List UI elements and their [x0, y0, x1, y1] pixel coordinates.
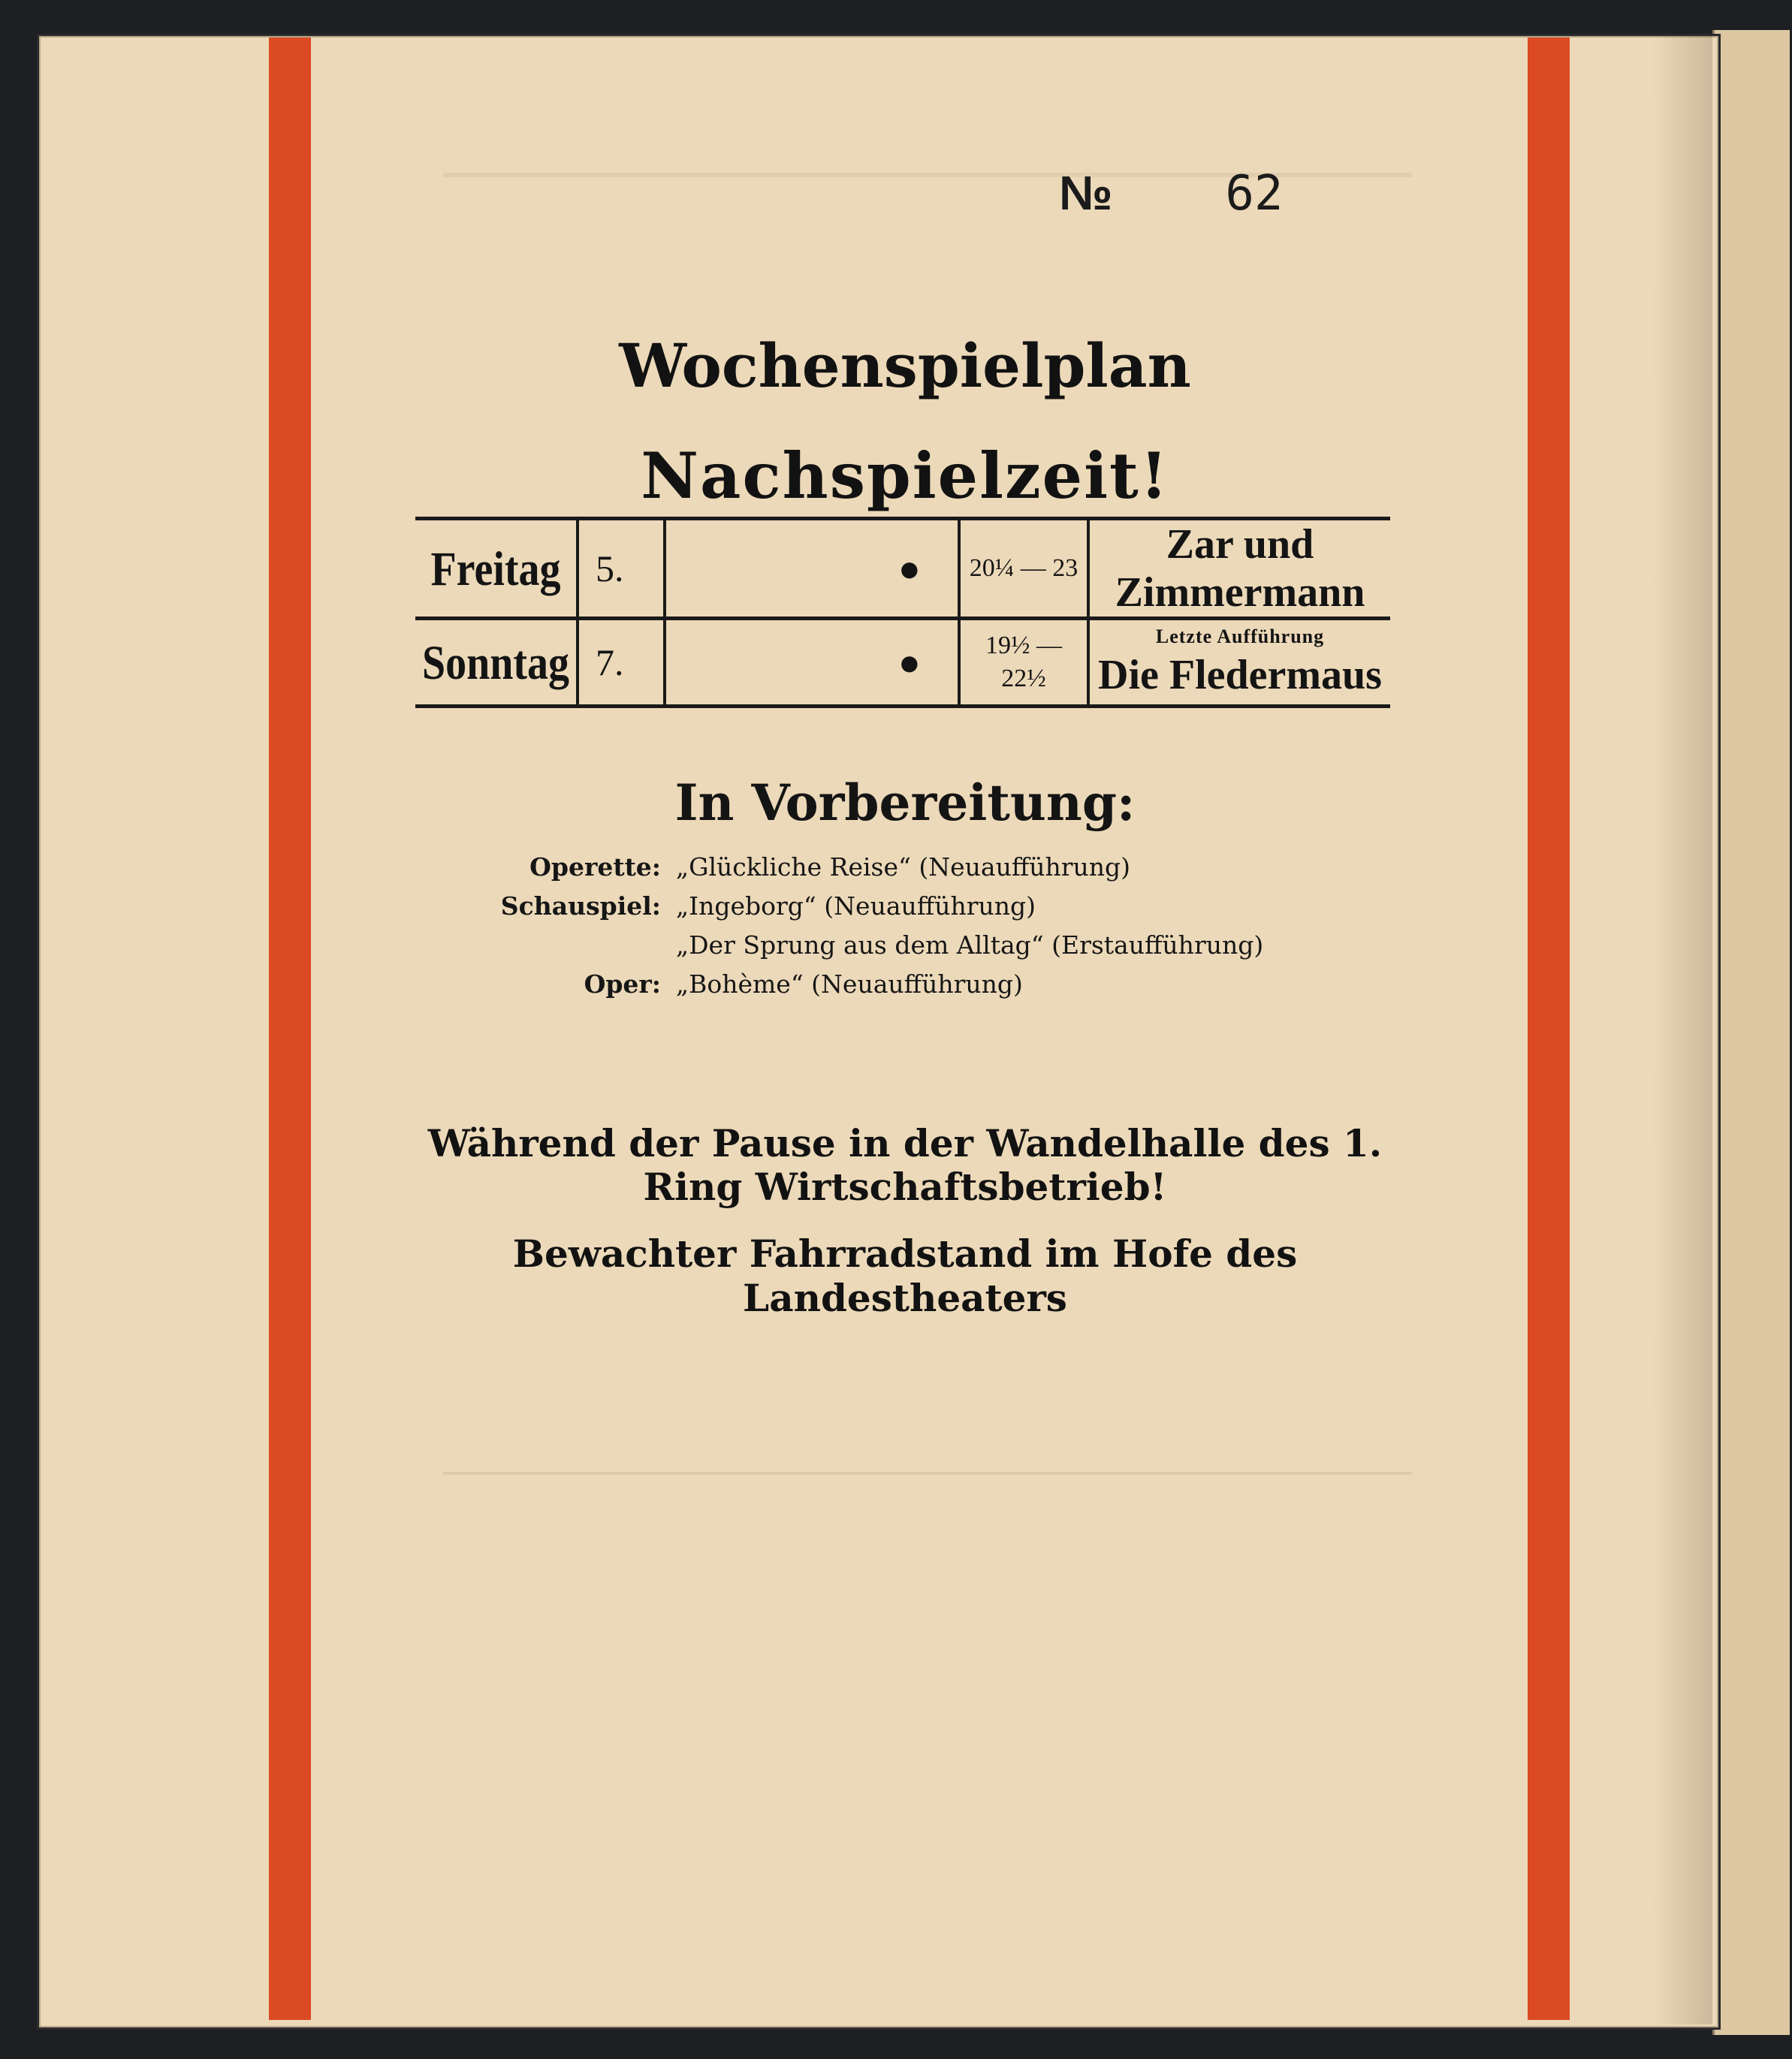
- bicycle-notice: Bewachter Fahrradstand im Hofe des Landestheaters: [512, 1231, 1298, 1320]
- date-cell: 5.: [578, 519, 665, 619]
- schedule-table: [415, 517, 1390, 708]
- page-title: Wochenspielplan: [619, 330, 1191, 401]
- work-title: „Bohème“ (Neuaufführung): [676, 969, 1023, 999]
- work-title: „Der Sprung aus dem Alltag“ (Erstaufführung): [676, 930, 1264, 960]
- right-red-stripe: [1528, 38, 1570, 2020]
- preparation-list: [451, 852, 1352, 1008]
- bullet-icon: ●: [665, 519, 959, 619]
- genre-label: Schauspiel:: [500, 891, 661, 921]
- bullet-icon: ●: [665, 619, 959, 707]
- show-title: Zar und Zimmermann: [1115, 521, 1365, 616]
- table-row: [415, 519, 1390, 619]
- issue-value: 62: [1225, 166, 1284, 222]
- work-title: „Glückliche Reise“ (Neuaufführung): [676, 852, 1131, 882]
- left-red-stripe: [269, 38, 311, 2020]
- number-sign: №: [1059, 166, 1113, 220]
- page-shadow: [1652, 36, 1712, 2024]
- show-title: Die Fledermaus: [1098, 652, 1382, 698]
- work-title: „Ingeborg“ (Neuaufführung): [676, 891, 1036, 921]
- catering-notice: Während der Pause in der Wandelhalle des 1. Ring Wirtschaftsbetrieb!: [427, 1121, 1383, 1209]
- day-cell: Freitag: [430, 541, 561, 595]
- list-item: [451, 891, 1352, 930]
- show-cell: [1088, 519, 1390, 619]
- page-subtitle: Nachspielzeit!: [641, 439, 1169, 513]
- preparation-title: In Vorbereitung:: [674, 773, 1136, 832]
- show-note: Letzte Aufführung: [1155, 626, 1325, 647]
- genre-label: Oper:: [584, 969, 661, 999]
- bleed-through-rule: [443, 1472, 1412, 1475]
- list-item: [451, 930, 1352, 969]
- show-cell: [1088, 619, 1390, 707]
- genre-label: Operette:: [529, 852, 661, 882]
- table-row: [415, 619, 1390, 707]
- time-cell: 20¼ — 23: [959, 519, 1088, 619]
- next-page-edge: [1712, 30, 1790, 2035]
- time-cell: 19½ — 22½: [959, 619, 1088, 707]
- day-cell: Sonntag: [421, 635, 570, 689]
- list-item: [451, 852, 1352, 891]
- date-cell: 7.: [578, 619, 665, 707]
- list-item: [451, 969, 1352, 1008]
- issue-number: [1059, 165, 1283, 222]
